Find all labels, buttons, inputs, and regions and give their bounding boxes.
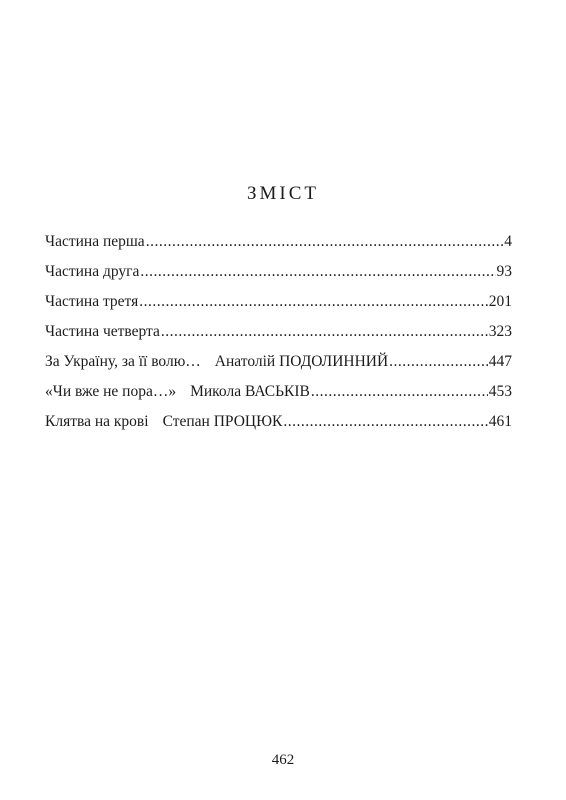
toc-entry-page: 447 <box>488 353 512 370</box>
toc-entry <box>45 322 512 352</box>
toc-heading: ЗМІСТ <box>246 183 320 204</box>
dot-leader <box>389 352 488 372</box>
dot-leader <box>139 292 488 312</box>
dot-leader <box>146 232 504 252</box>
toc-entry-author: Микола ВАСЬКІВ <box>190 383 310 400</box>
dot-leader <box>311 382 488 402</box>
toc-entry <box>45 232 512 262</box>
toc-entry-page: 323 <box>488 323 512 340</box>
table-of-contents <box>45 232 512 442</box>
toc-entry-title: Частина третя <box>45 293 139 310</box>
page-number: 462 <box>271 752 295 768</box>
toc-entry-title: Клятва на крові <box>45 413 149 430</box>
toc-entry-page: 461 <box>488 413 512 430</box>
toc-entry <box>45 262 512 292</box>
dot-leader <box>161 322 488 342</box>
dot-leader <box>283 412 487 432</box>
dot-leader <box>140 262 495 282</box>
toc-entry-title: За Україну, за її волю… <box>45 353 201 370</box>
toc-entry <box>45 292 512 322</box>
toc-entry-title: Частина перша <box>45 233 145 250</box>
toc-entry <box>45 352 512 382</box>
toc-entry-title: Частина четверта <box>45 323 160 340</box>
toc-entry-page: 201 <box>488 293 512 310</box>
toc-entry-author: Анатолій ПОДОЛИННИЙ <box>214 353 389 370</box>
toc-entry-page: 453 <box>488 383 512 400</box>
toc-entry <box>45 412 512 442</box>
toc-entry-title: «Чи вже не пора…» <box>45 383 177 400</box>
toc-entry-author: Степан ПРОЦЮК <box>162 413 283 430</box>
toc-entry <box>45 382 512 412</box>
toc-entry-page: 4 <box>504 233 512 250</box>
toc-entry-title: Частина друга <box>45 263 140 280</box>
toc-entry-page: 93 <box>496 263 512 280</box>
